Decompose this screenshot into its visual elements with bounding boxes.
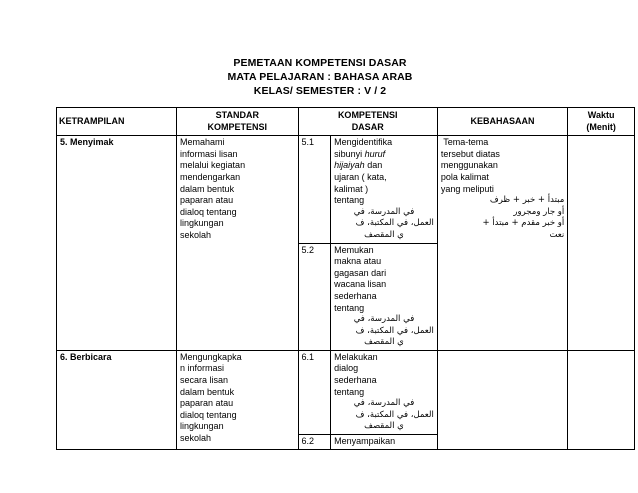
language-arabic-line: نعت: [549, 229, 565, 240]
standard-line: melalui kegiatan: [180, 160, 246, 171]
kd-line: wacana lisan: [334, 279, 387, 290]
kd-line: tentang: [334, 386, 365, 397]
header-waktu-line-1: Waktu: [587, 110, 615, 120]
language-cell: [437, 136, 567, 351]
standard-line: dialoq tentang: [180, 409, 237, 420]
language-line: menggunakan: [440, 160, 498, 171]
standard-line: mendengarkan: [180, 171, 241, 182]
header-ketrampilan: KETRAMPILAN: [57, 108, 177, 136]
header-kompetensi-dasar: [298, 108, 437, 136]
header-standar-kompetensi: [177, 108, 299, 136]
standard-line: sekolah: [180, 433, 212, 444]
kd-line: tentang: [334, 302, 365, 313]
header-kebahasaan: KEBAHASAAN: [437, 108, 567, 136]
kd-arabic-line: ي المقصف: [364, 337, 404, 348]
kd-line: sederhana: [334, 375, 377, 386]
standard-line: dalam bentuk: [180, 386, 235, 397]
header-standar-line-2: KOMPETENSI: [207, 121, 268, 132]
header-waktu-line-2: (Menit): [586, 121, 616, 132]
table-header-row: [57, 108, 635, 136]
time-cell: [568, 136, 635, 351]
standard-line: Memahami: [180, 137, 225, 148]
standard-line: lingkungan: [180, 421, 224, 432]
kd-line: sederhana: [334, 290, 377, 301]
kd-number: 5.2: [298, 243, 331, 350]
kd-arabic-line: العمل، في المكتبة، ف: [355, 218, 434, 229]
language-arabic-line: أو خبر مقدم + مبتدأ +: [482, 218, 565, 229]
kd-arabic-line: في المدرسة، في: [353, 206, 415, 217]
kd-number: 6.2: [298, 435, 331, 450]
header-standar-line-1: STANDAR: [215, 110, 259, 120]
competency-table: [56, 107, 635, 450]
standard-line: n informasi: [180, 363, 225, 374]
kd-line: gagasan dari: [334, 267, 387, 278]
kd-number: 5.1: [298, 136, 331, 243]
kd-cell: [331, 243, 438, 350]
language-line: pola kalimat: [440, 171, 489, 182]
title-line-1: PEMETAAN KOMPETENSI DASAR: [233, 57, 407, 69]
standard-line: paparan atau: [180, 398, 234, 409]
kd-word: dan: [367, 160, 383, 171]
kd-line: kalimat ): [334, 183, 369, 194]
time-cell: [568, 350, 635, 449]
kd-line: Memukan: [334, 244, 374, 255]
language-line: Tema-tema: [440, 137, 489, 148]
kd-word-italic: huruf: [364, 148, 386, 159]
document-title: [200, 56, 440, 98]
table-row: [57, 350, 635, 434]
kd-line: tentang: [334, 195, 365, 206]
kd-line: Melakukan: [334, 351, 378, 362]
kd-line: Menyampaikan: [334, 436, 396, 447]
kd-line: [334, 149, 434, 161]
kd-cell: [331, 350, 438, 434]
title-line-3: KELAS/ SEMESTER : V / 2: [253, 85, 387, 97]
kd-line: Mengidentifika: [334, 137, 393, 148]
kd-cell: [331, 136, 438, 243]
standard-line: dalam bentuk: [180, 183, 235, 194]
language-line: tersebut diatas: [440, 148, 500, 159]
header-waktu: [568, 108, 635, 136]
kd-line: dialog: [334, 363, 359, 374]
skill-cell: 5. Menyimak: [57, 136, 177, 351]
standard-line: secara lisan: [180, 375, 229, 386]
kd-line: ujaran ( kata,: [334, 171, 387, 182]
language-line: yang meliputi: [440, 183, 494, 194]
kd-line: [334, 160, 434, 172]
standard-line: sekolah: [180, 229, 212, 240]
kd-arabic-line: العمل، في المكتبة، ف: [355, 409, 434, 420]
header-kd-line-2: DASAR: [351, 121, 384, 132]
kd-arabic-line: في المدرسة، في: [353, 398, 415, 409]
title-line-2: MATA PELAJARAN : BAHASA ARAB: [227, 71, 413, 83]
language-arabic-line: أو جار ومجرور: [513, 206, 565, 217]
kd-line: makna atau: [334, 256, 382, 267]
standard-line: Mengungkapka: [180, 351, 242, 362]
skill-cell: 6. Berbicara: [57, 350, 177, 449]
kd-arabic-line: العمل، في المكتبة، ف: [355, 325, 434, 336]
kd-arabic-line: ي المقصف: [364, 229, 404, 240]
kd-word: sibunyi: [334, 148, 363, 159]
kd-cell: [331, 435, 438, 450]
standard-line: paparan atau: [180, 195, 234, 206]
kd-word-italic: hijaiyah: [334, 160, 365, 171]
kd-number: 6.1: [298, 350, 331, 434]
table-row: [57, 136, 635, 243]
language-arabic-line: مبتدأ + خبر + ظرف: [489, 195, 565, 206]
language-cell: [437, 350, 567, 449]
standard-cell: [177, 350, 299, 449]
kd-arabic-line: في المدرسة، في: [353, 314, 415, 325]
header-kd-line-1: KOMPETENSI: [337, 110, 398, 120]
standard-line: lingkungan: [180, 218, 224, 229]
kd-arabic-line: ي المقصف: [364, 421, 404, 432]
standard-cell: [177, 136, 299, 351]
standard-line: dialoq tentang: [180, 206, 237, 217]
standard-line: informasi lisan: [180, 148, 238, 159]
